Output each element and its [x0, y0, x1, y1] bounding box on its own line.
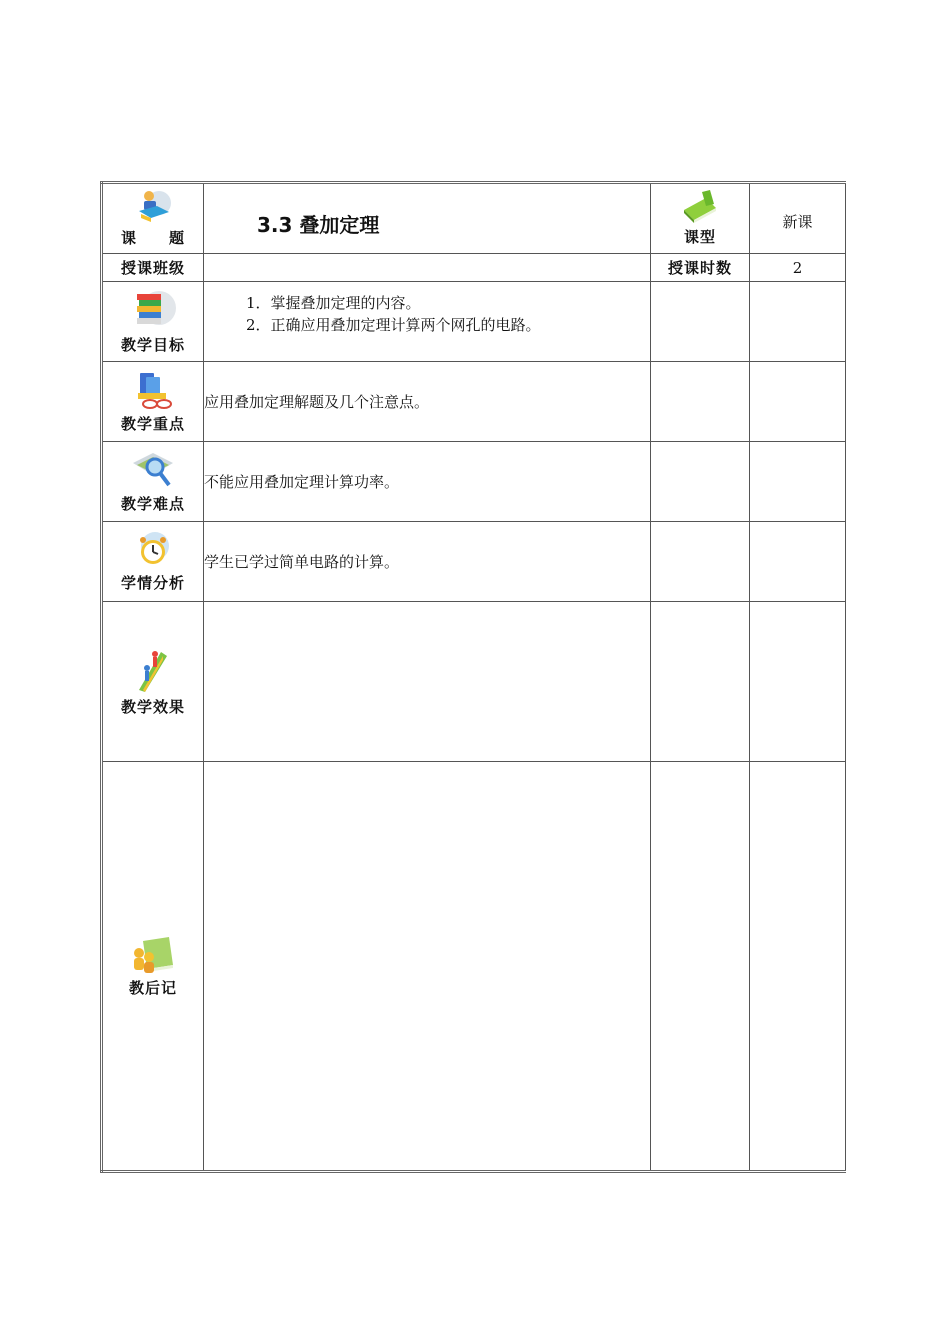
magnifier-map-icon [129, 449, 177, 491]
green-book-icon [680, 190, 720, 224]
objectives-label: 教学目标 [120, 336, 185, 354]
escalator-icon [133, 646, 173, 694]
effect-row [102, 602, 846, 762]
effect-label-cell [102, 602, 204, 762]
class-label-cell [102, 254, 204, 282]
postscript-extra-cell-1 [651, 762, 750, 1172]
objectives-extra-cell-1 [651, 282, 750, 362]
analysis-text: 学生已学过简单电路的计算。 [204, 553, 400, 571]
topic-row [102, 183, 846, 254]
hours-value: 2 [792, 258, 803, 277]
class-row [102, 254, 846, 282]
hours-value-cell [750, 254, 846, 282]
class-value-cell [204, 254, 651, 282]
difficulties-extra-cell-2 [750, 442, 846, 522]
topic-label: 课 题 [120, 229, 185, 247]
objectives-label-cell [102, 282, 204, 362]
effect-label: 教学效果 [120, 698, 185, 716]
effect-extra-cell-1 [651, 602, 750, 762]
key-points-text: 应用叠加定理解题及几个注意点。 [204, 393, 430, 411]
analysis-extra-cell-1 [651, 522, 750, 602]
difficulties-extra-cell-1 [651, 442, 750, 522]
effect-cell [204, 602, 651, 762]
key-points-extra-cell-1 [651, 362, 750, 442]
key-points-cell [204, 362, 651, 442]
objectives-cell [204, 282, 651, 362]
objectives-list [204, 282, 650, 336]
type-value: 新课 [782, 213, 813, 231]
analysis-cell [204, 522, 651, 602]
hours-label: 授课时数 [667, 259, 732, 277]
effect-extra-cell-2 [750, 602, 846, 762]
analysis-label-cell [102, 522, 204, 602]
difficulties-cell [204, 442, 651, 522]
analysis-extra-cell-2 [750, 522, 846, 602]
hours-label-cell [651, 254, 750, 282]
postscript-label-cell [102, 762, 204, 1172]
key-points-extra-cell-2 [750, 362, 846, 442]
objective-item: 1．掌握叠加定理的内容。 [246, 294, 421, 312]
books-glasses-icon [130, 369, 176, 411]
key-points-row [102, 362, 846, 442]
student-reading-icon [133, 189, 173, 225]
topic-title: 3.3 叠加定理 [257, 213, 380, 237]
postscript-cell [204, 762, 651, 1172]
stacked-books-icon [129, 288, 177, 332]
postscript-row [102, 762, 846, 1172]
difficulties-label-cell [102, 442, 204, 522]
key-points-label: 教学重点 [120, 415, 185, 433]
postscript-label: 教后记 [128, 978, 177, 997]
class-label: 授课班级 [120, 259, 185, 277]
objectives-row [102, 282, 846, 362]
people-book-icon [129, 935, 177, 975]
topic-label-cell [102, 183, 204, 254]
postscript-extra-cell-2 [750, 762, 846, 1172]
difficulties-text: 不能应用叠加定理计算功率。 [204, 473, 400, 491]
type-label: 课型 [683, 228, 716, 246]
alarm-clock-icon [131, 530, 175, 570]
difficulties-row [102, 442, 846, 522]
key-points-label-cell [102, 362, 204, 442]
type-label-cell [651, 183, 750, 254]
type-value-cell [750, 183, 846, 254]
analysis-label: 学情分析 [120, 574, 185, 592]
objectives-extra-cell-2 [750, 282, 846, 362]
topic-title-cell [204, 183, 651, 254]
analysis-row [102, 522, 846, 602]
lesson-plan-table [100, 181, 846, 1173]
difficulties-label: 教学难点 [120, 495, 185, 513]
objective-item: 2．正确应用叠加定理计算两个网孔的电路。 [246, 316, 541, 334]
